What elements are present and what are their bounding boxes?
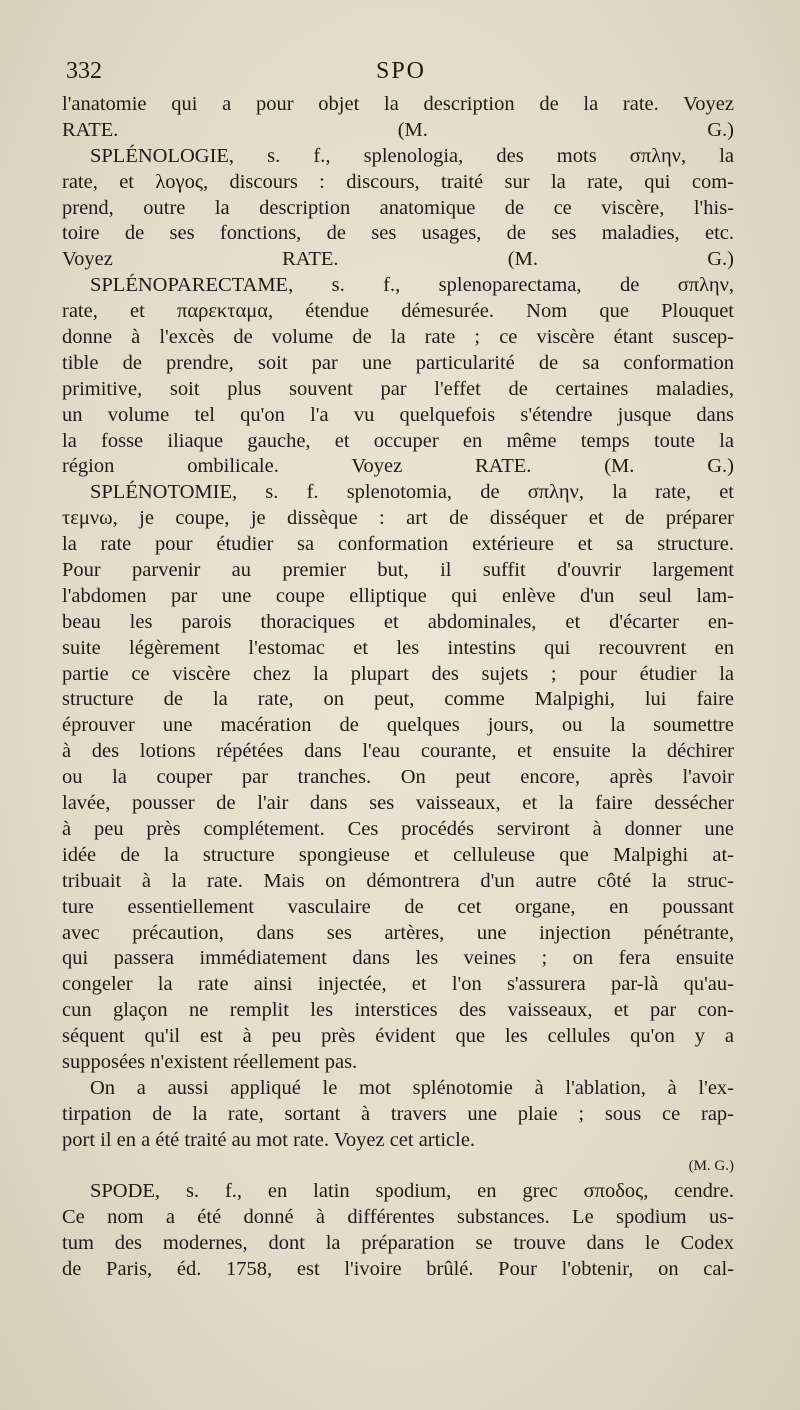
text-line: éprouver une macération de quelques jours, ou la soumettre xyxy=(62,714,734,737)
text-line: qui passera immédiatement dans les veines ; on fera ensuite xyxy=(62,947,734,970)
text-line: On a aussi appliqué le mot splénotomie à l'ablation, à l'ex- xyxy=(90,1076,734,1099)
text-line: tible de prendre, soit par une particularité de sa conformation xyxy=(62,351,734,374)
entry-heading-line: SPLÉNOPARECTAME, s. f., splenoparectama, de σπλην, xyxy=(90,274,734,297)
page-header xyxy=(66,58,736,90)
text-line: ou la couper par tranches. On peut encore, après l'avoir xyxy=(62,766,734,789)
text-line: à des lotions répétées dans l'eau courante, et ensuite la déchirer xyxy=(62,740,734,763)
text-line: suite légèrement l'estomac et les intestins qui recouvrent en xyxy=(62,636,734,659)
text-line: tribuait à la rate. Mais on démontrera d'un autre côté la struc- xyxy=(62,869,734,892)
text-line: toire de ses fonctions, de ses usages, de ses maladies, etc. xyxy=(62,222,734,245)
page-number: 332 xyxy=(66,58,102,84)
text-line: RATE. (M. G.) xyxy=(62,118,734,141)
text-line: structure de la rate, on peut, comme Malpighi, lui faire xyxy=(62,688,734,711)
text-line: région ombilicale. Voyez RATE. (M. G.) xyxy=(62,455,734,478)
text-line: de Paris, éd. 1758, est l'ivoire brûlé. Pour l'obtenir, on cal- xyxy=(62,1258,734,1281)
entry-heading-line: SPLÉNOTOMIE, s. f. splenotomia, de σπλην, la rate, et xyxy=(90,481,734,504)
author-signature: (M. G.) xyxy=(688,1157,734,1174)
body-text xyxy=(62,92,734,1283)
text-line: primitive, soit plus souvent par l'effet de certaines maladies, xyxy=(62,377,734,400)
running-head: SPO xyxy=(375,58,427,84)
text-line: cun glaçon ne remplit les interstices des vaisseaux, et par con- xyxy=(62,999,734,1022)
text-line: à peu près complétement. Ces procédés serviront à donner une xyxy=(62,817,734,840)
text-line: un volume tel qu'on l'a vu quelquefois s'étendre jusque dans xyxy=(62,403,734,426)
text-line: rate, et παρεκταμα, étendue démesurée. Nom que Plouquet xyxy=(62,300,734,323)
text-line: donne à l'excès de volume de la rate ; ce viscère étant suscep- xyxy=(62,326,734,349)
text-line: congeler la rate ainsi injectée, et l'on s'assurera par-là qu'au- xyxy=(62,973,734,996)
text-line: l'abdomen par une coupe elliptique qui enlève d'un seul lam- xyxy=(62,584,734,607)
text-line: prend, outre la description anatomique de ce viscère, l'his- xyxy=(62,196,734,219)
text-line: τεμνω, je coupe, je dissèque : art de disséquer et de préparer xyxy=(62,507,734,530)
text-line: partie ce viscère chez la plupart des sujets ; pour étudier la xyxy=(62,662,734,685)
text-line: Pour parvenir au premier but, il suffit d'ouvrir largement xyxy=(62,559,734,582)
text-line: la fosse iliaque gauche, et occuper en même temps toute la xyxy=(62,429,734,452)
entry-heading-line: SPODE, s. f., en latin spodium, en grec σποδος, cendre. xyxy=(90,1180,734,1203)
text-line: port il en a été traité au mot rate. Voyez cet article. xyxy=(62,1128,476,1151)
text-line: Ce nom a été donné à différentes substances. Le spodium us- xyxy=(62,1206,734,1229)
text-line: avec précaution, dans ses artères, une injection pénétrante, xyxy=(62,921,734,944)
text-line: rate, et λογος, discours : discours, traité sur la rate, qui com- xyxy=(62,170,734,193)
text-line: supposées n'existent réellement pas. xyxy=(62,1050,358,1073)
text-line: lavée, pousser de l'air dans ses vaisseaux, et la faire dessécher xyxy=(62,792,734,815)
text-line: l'anatomie qui a pour objet la description de la rate. Voyez xyxy=(62,93,734,115)
entry-heading-line: SPLÉNOLOGIE, s. f., splenologia, des mots σπλην, la xyxy=(90,144,734,167)
text-line: séquent qu'il est à peu près évident que les cellules qu'on y a xyxy=(62,1025,734,1048)
text-line: ture essentiellement vasculaire de cet organe, en poussant xyxy=(62,895,734,918)
text-line: tum des modernes, dont la préparation se trouve dans le Codex xyxy=(62,1232,734,1255)
text-line: Voyez RATE. (M. G.) xyxy=(62,248,734,271)
text-line: tirpation de la rate, sortant à travers une plaie ; sous ce rap- xyxy=(62,1102,734,1125)
text-line: idée de la structure spongieuse et celluleuse que Malpighi at- xyxy=(62,843,734,866)
text-line: la rate pour étudier sa conformation extérieure et sa structure. xyxy=(62,533,734,556)
text-line: beau les parois thoraciques et abdominales, et d'écarter en- xyxy=(62,610,734,633)
